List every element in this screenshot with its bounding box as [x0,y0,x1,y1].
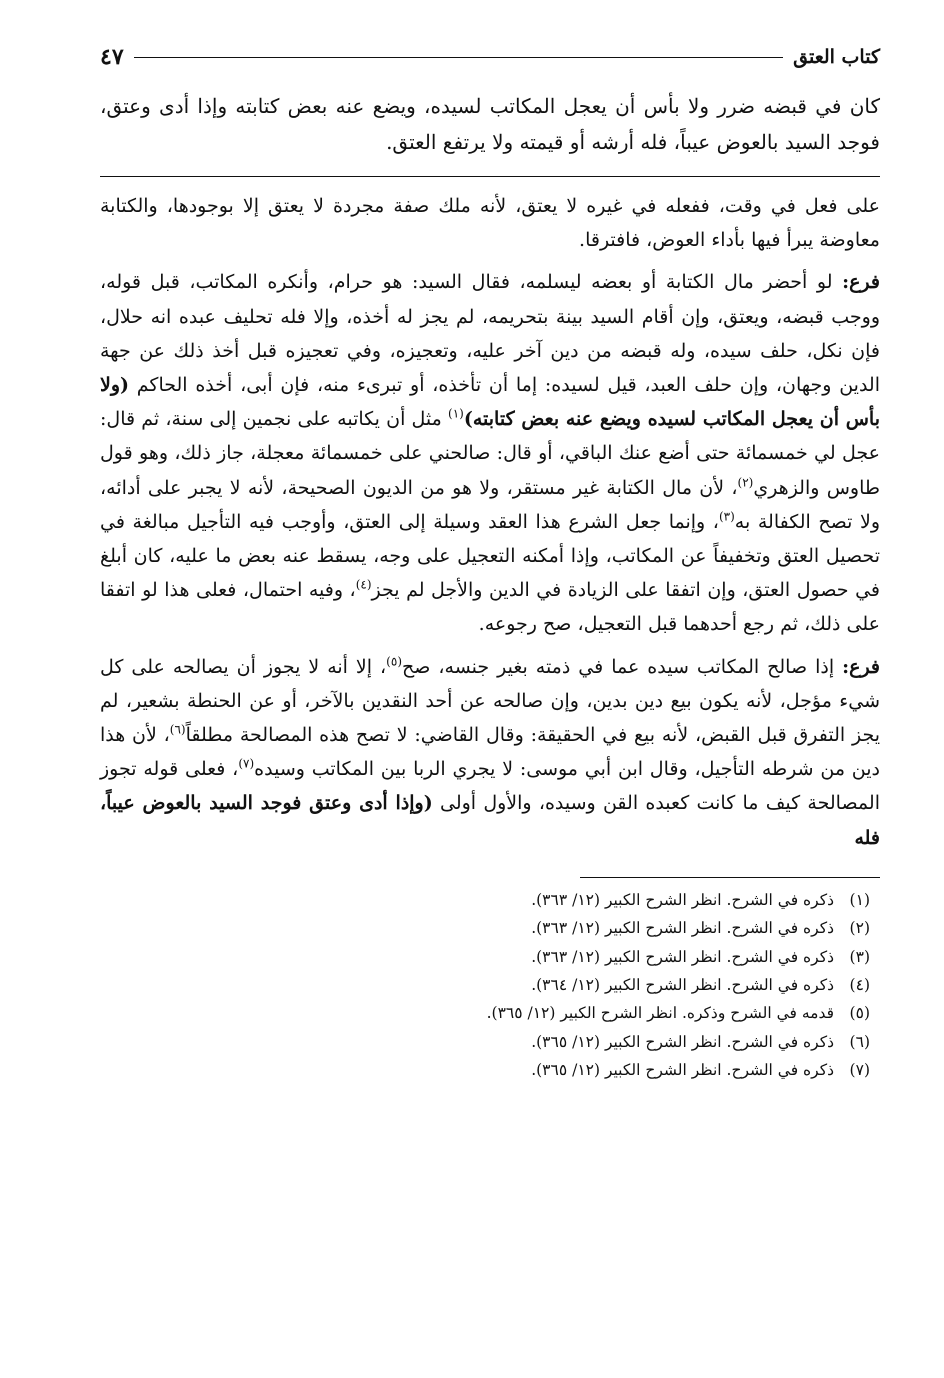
footnote-ref[interactable]: (٢) [737,475,754,490]
matn-separator [100,176,880,177]
footnote-number: (٣) [849,947,870,966]
matn-text: كان في قبضه ضرر ولا بأس أن يعجل المكاتب لسيده، ويضع عنه بعض كتابته وإذا أدى وعتق، فوجد السيد بالعوض عيباً، فله أرشه أو قيمته ولا يرتفع العتق. [100,94,880,154]
footnote-text: قدمه في الشرح وذكره. انظر الشرح الكبير (١٢/ ٣٦٥). [486,1004,834,1023]
footnote-number: (٧) [849,1061,870,1080]
sharh-commentary [100,189,880,855]
footnote-item [100,914,870,942]
footnote-item [100,971,870,999]
matn-quote: (وإذا أدى وعتق فوجد السيد بالعوض عيباً، فله [100,792,880,849]
book-title: كتاب العتق [793,46,880,68]
sharh-paragraph-1: على فعل في وقت، ففعله في غيره لا يعتق، لأنه ملك صفة مجردة لا يعتق إلا بوجودها، والكتابة معاوضة يبرأ فيها بأداء العوض، فافترقا. [100,195,880,252]
sharh-text: ، وفيه احتمال، فعلى هذا لو اتفقا على ذلك، ثم رجع أحدهما قبل التعجيل، صح رجوعه. [100,579,880,636]
header-rule [134,57,783,58]
sharh-text: ، وإنما جعل الشرع هذا العقد وسيلة إلى العتق، وأوجب فيه التأجيل مبالغة في تحصيل العتق وتخفيفاً عن المكاتب، وإذا أمكنه التعجيل على وجه، يسقط عنه بعض ما عليه، كان أبلغ في حصول العتق، وإن اتفقا على الزيادة في الدين والأجل لم يجز [100,510,880,602]
page-header [100,36,880,78]
footnote-ref[interactable]: (٧) [238,756,255,771]
footnote-item [100,886,870,914]
sharh-text: مثل أن يكاتبه على نجمين إلى سنة، ثم قال: عجل لي خمسمائة حتى أضع عنك الباقي، أو قال: صالحني على خمسمائة معجلة، جاز ذلك، وهو قول طاوس والزهري [100,408,880,499]
page-number: ٤٧ [100,44,124,70]
footnote-text: ذكره في الشرح. انظر الشرح الكبير (١٢/ ٣٦٣). [531,947,834,966]
footnote-ref[interactable]: (٦) [169,722,186,737]
footnote-number: (٦) [849,1032,870,1051]
footnote-text: ذكره في الشرح. انظر الشرح الكبير (١٢/ ٣٦٣). [531,919,834,938]
footnote-item [100,943,870,971]
far-label: فرع: [842,271,880,294]
footnote-item [100,1056,870,1084]
footnote-text: ذكره في الشرح. انظر الشرح الكبير (١٢/ ٣٦٥). [531,1032,834,1051]
footnotes [100,886,880,1085]
sharh-paragraph-3 [100,650,880,855]
matn-quote: (ولا بأس أن يعجل المكاتب لسيده ويضع عنه بعض كتابته) [100,374,881,431]
sharh-text: لو أحضر مال الكتابة أو بعضه ليسلمه، فقال السيد: هو حرام، وأنكره المكاتب، قبل قوله، ووجب قبضه، ويعتق، وإن أقام السيد بينة بتحريمه، لم يجز له أخذه، وإلا فله تحليف عبده انه حلال، فإن نكل، حلف سيده، وله قبضه من دين آخر عليه، وتعجيزه، وفي تعجيزه قبل أخذ ذلك عن جهة الدين وجهان، وإن حلف العبد، قيل لسيده: إما أن تأخذه، أو تبرىء منه، فإن أبى، أخذه الحاكم [100,271,880,397]
footnote-item [100,1028,870,1056]
footnote-number: (١) [849,890,870,909]
footnote-ref[interactable]: (١) [448,406,464,421]
sharh-paragraph-2 [100,265,880,641]
sharh-text: ، لأن هذا دين من شرطه التأجيل، وقال ابن أبي موسى: لا يجري الربا بين المكاتب وسيده [100,724,881,781]
footnote-ref[interactable]: (٤) [355,577,372,592]
far-label: فرع: [842,655,881,678]
sharh-text: ، فعلى قوله تجوز المصالحة كيف ما كانت كعبده القن وسيده، والأول أولى [100,758,880,815]
book-page [100,36,880,1085]
sharh-text: ، لأن مال الكتابة غير مستقر، ولا هو من الديون الصحيحة، لأنه لا يجبر على أدائه، ولا تصح الكفالة به [100,476,881,533]
footnote-ref[interactable]: (٥) [386,654,402,669]
footnote-number: (٢) [849,919,870,938]
footnote-text: ذكره في الشرح. انظر الشرح الكبير (١٢/ ٣٦٥). [531,1061,834,1080]
sharh-text: ، إلا أنه لا يجوز أن يصالحه على كل شيء مؤجل، لأنه يكون بيع دين بدين، وإن صالحه عن أحد النقدين بالآخر، أو عن الحنطة بشعير، لم يجز التفرق قبل القبض، لأنه بيع في الحقيقة: وقال القاضي: لا تصح هذه المصالحة مطلقاً [100,655,880,747]
footnote-ref[interactable]: (٣) [718,509,735,524]
footnote-text: ذكره في الشرح. انظر الشرح الكبير (١٢/ ٣٦٣). [531,890,834,909]
footnote-separator [580,877,880,878]
footnote-text: ذكره في الشرح. انظر الشرح الكبير (١٢/ ٣٦٤). [531,976,834,995]
footnote-item [100,999,870,1027]
sharh-text: إذا صالح المكاتب سيده عما في ذمته بغير جنسه، صح [402,655,843,678]
footnote-number: (٤) [849,976,870,995]
footnote-number: (٥) [849,1004,870,1023]
